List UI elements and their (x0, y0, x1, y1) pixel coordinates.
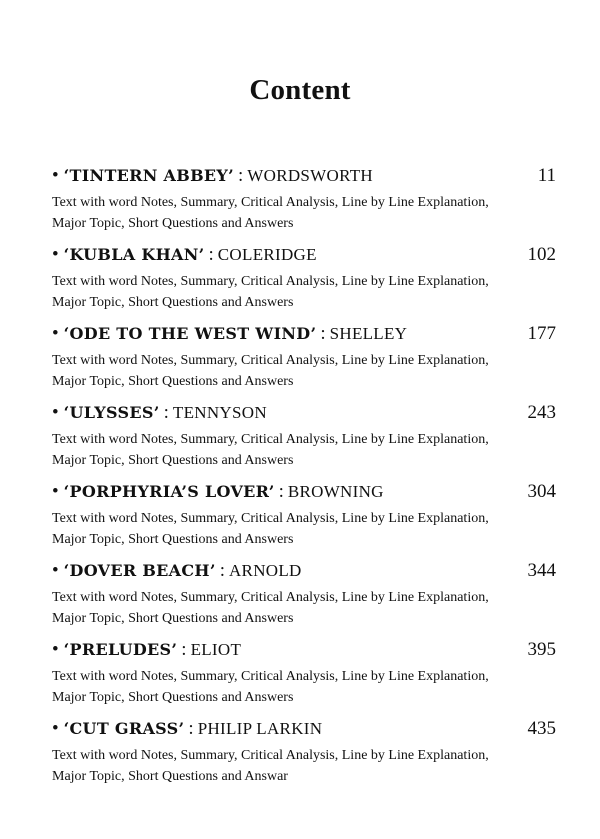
entry-description (52, 429, 542, 471)
description-line: Major Topic, Short Questions and Answers (52, 216, 294, 231)
description-line: Text with word Notes, Summary, Critical Analysis, Line by Line Explanation, (52, 274, 489, 289)
bullet-icon: • (52, 323, 59, 344)
toc-entry-heading (52, 479, 556, 505)
page-number: 344 (527, 560, 556, 581)
description-line: Text with word Notes, Summary, Critical Analysis, Line by Line Explanation, (52, 748, 489, 763)
page-number: 395 (527, 639, 556, 660)
bullet-icon: • (52, 560, 59, 581)
description-line: Major Topic, Short Questions and Answar (52, 769, 288, 784)
toc-entry (52, 558, 556, 637)
toc-entry-heading (52, 637, 556, 663)
author-name: SHELLEY (329, 324, 408, 343)
work-title: ‘ULYSSES’ (63, 403, 160, 422)
author-name: ARNOLD (228, 561, 302, 580)
page-title: Content (249, 74, 351, 106)
toc-entry (52, 637, 556, 716)
author-name: BROWNING (287, 482, 384, 501)
entry-description (52, 271, 542, 313)
entry-description (52, 350, 542, 392)
description-line: Text with word Notes, Summary, Critical Analysis, Line by Line Explanation, (52, 432, 489, 447)
page-number: 102 (527, 244, 556, 265)
toc-entry (52, 479, 556, 558)
author-name: WORDSWORTH (247, 166, 373, 185)
bullet-icon: • (52, 639, 59, 660)
toc-entry (52, 716, 556, 795)
toc-entry (52, 242, 556, 321)
toc-entry-heading (52, 716, 556, 742)
author-name: COLERIDGE (217, 245, 317, 264)
page-number: 11 (537, 165, 556, 186)
bullet-icon: • (52, 402, 59, 423)
description-line: Major Topic, Short Questions and Answers (52, 532, 294, 547)
toc-entry-heading (52, 163, 556, 189)
page-number: 304 (527, 481, 556, 502)
separator: : (278, 481, 284, 502)
author-name: TENNYSON (172, 403, 267, 422)
work-title: ‘PRELUDES’ (63, 640, 178, 659)
work-title: ‘CUT GRASS’ (63, 719, 185, 738)
description-line: Major Topic, Short Questions and Answers (52, 374, 294, 389)
description-line: Major Topic, Short Questions and Answers (52, 611, 294, 626)
toc-entry-heading (52, 558, 556, 584)
work-title: ‘ODE TO THE WEST WIND’ (63, 324, 317, 343)
toc-entry (52, 321, 556, 400)
separator: : (163, 402, 169, 423)
entry-description (52, 192, 542, 234)
description-line: Text with word Notes, Summary, Critical Analysis, Line by Line Explanation, (52, 353, 489, 368)
separator: : (320, 323, 326, 344)
description-line: Major Topic, Short Questions and Answers (52, 690, 294, 705)
entry-description (52, 666, 542, 708)
bullet-icon: • (52, 165, 59, 186)
work-title: ‘TINTERN ABBEY’ (63, 166, 234, 185)
entry-description (52, 508, 542, 550)
page-number: 435 (527, 718, 556, 739)
author-name: PHILIP LARKIN (197, 719, 323, 738)
description-line: Text with word Notes, Summary, Critical Analysis, Line by Line Explanation, (52, 195, 489, 210)
description-line: Text with word Notes, Summary, Critical Analysis, Line by Line Explanation, (52, 669, 489, 684)
description-line: Major Topic, Short Questions and Answers (52, 453, 294, 468)
separator: : (181, 639, 187, 660)
bullet-icon: • (52, 718, 59, 739)
toc-entry (52, 400, 556, 479)
toc-entry-heading (52, 400, 556, 426)
separator: : (219, 560, 225, 581)
description-line: Text with word Notes, Summary, Critical Analysis, Line by Line Explanation, (52, 511, 489, 526)
toc-entry-heading (52, 242, 556, 268)
separator: : (237, 165, 244, 186)
separator: : (188, 718, 194, 739)
page-number: 243 (527, 402, 556, 423)
description-line: Text with word Notes, Summary, Critical Analysis, Line by Line Explanation, (52, 590, 489, 605)
entry-description (52, 745, 542, 787)
work-title: ‘KUBLA KHAN’ (63, 245, 205, 264)
table-of-contents (52, 163, 556, 795)
description-line: Major Topic, Short Questions and Answers (52, 295, 294, 310)
author-name: ELIOT (190, 640, 242, 659)
entry-description (52, 587, 542, 629)
toc-entry-heading (52, 321, 556, 347)
work-title: ‘PORPHYRIA’S LOVER’ (63, 482, 275, 501)
page-number: 177 (527, 323, 556, 344)
bullet-icon: • (52, 481, 59, 502)
separator: : (208, 244, 214, 265)
bullet-icon: • (52, 244, 59, 265)
toc-entry (52, 163, 556, 242)
work-title: ‘DOVER BEACH’ (63, 561, 216, 580)
